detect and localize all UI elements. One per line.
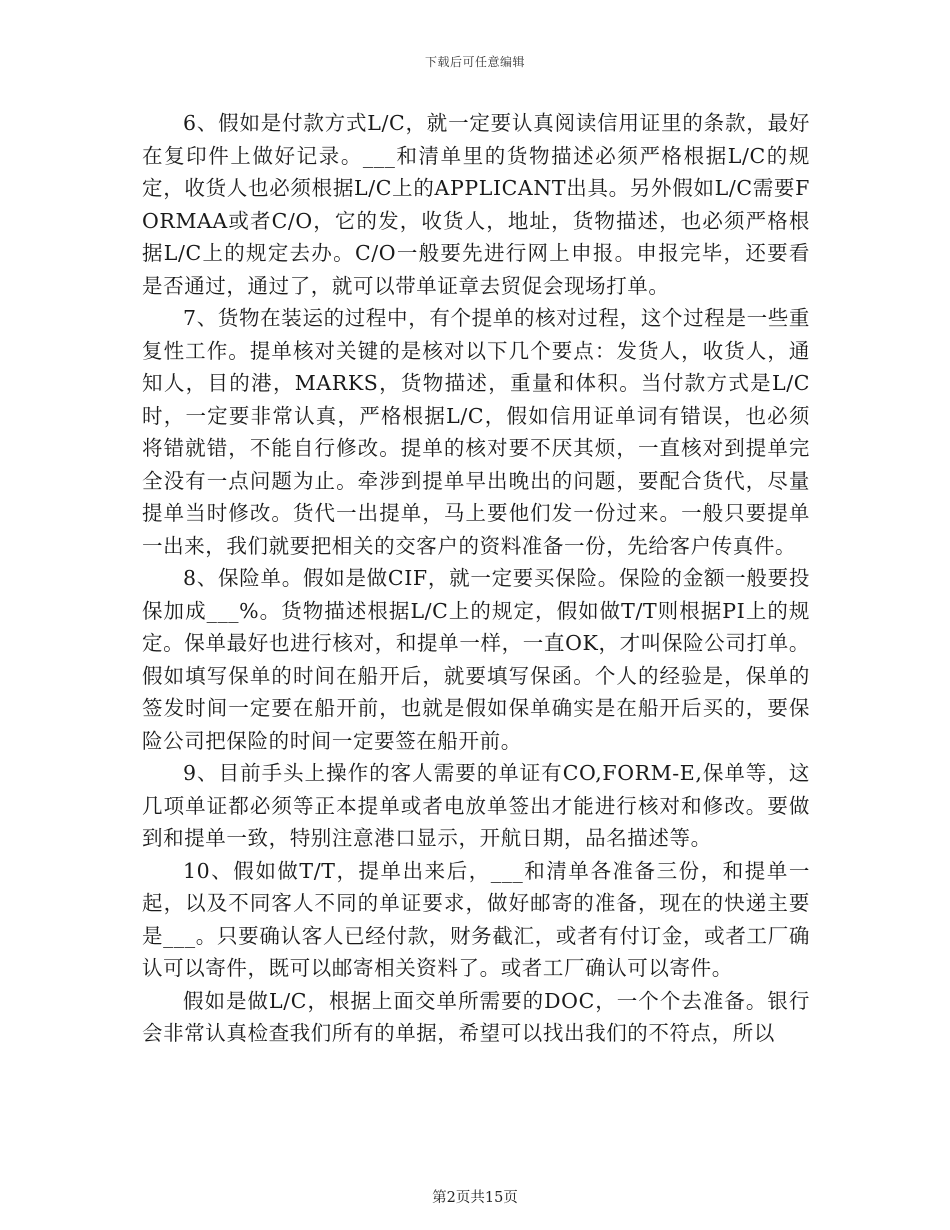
paragraph-10: 10、假如做T/T，提单出来后，___和清单各准备三份，和提单一起，以及不同客人不同的单证要求，做好邮寄的准备，现在的快递主要是___。只要确认客人已经付款，财务截汇，或者有付订金，或者工厂确认可以寄件，既可以邮寄相关资料了。或者工厂确认可以寄件。	[142, 858, 810, 980]
page-number-footer: 第2页共15页	[432, 1190, 518, 1206]
paragraph-lc: 假如是做L/C，根据上面交单所需要的DOC，一个个去准备。银行会非常认真检查我们所有的单据，希望可以找出我们的不符点，所以	[142, 988, 810, 1045]
header-note: 下载后可任意编辑	[424, 55, 525, 69]
paragraph-9: 9、目前手头上操作的客人需要的单证有CO,FORM-E,保单等，这几项单证都必须等正本提单或者电放单签出才能进行核对和修改。要做到和提单一致，特别注意港口显示，开航日期，品名描述等。	[142, 761, 810, 850]
document-body	[142, 107, 810, 1050]
paragraph-7: 7、货物在装运的过程中，有个提单的核对过程，这个过程是一些重复性工作。提单核对关键的是核对以下几个要点：发货人，收货人，通知人，目的港，MARKS，货物描述，重量和体积。当付款方式是L/C时，一定要非常认真，严格根据L/C，假如信用证单词有错误，也必须将错就错，不能自行修改。提单的核对要不厌其烦，一直核对到提单完全没有一点问题为止。牵涉到提单早出晚出的问题，要配合货代，尽量提单当时修改。货代一出提单，马上要他们发一份过来。一般只要提单一出来，我们就要把相关的交客户的资料准备一份，先给客户传真件。	[142, 306, 810, 558]
paragraph-8: 8、保险单。假如是做CIF，就一定要买保险。保险的金额一般要投保加成___%。货物描述根据L/C上的规定，假如做T/T则根据PI上的规定。保单最好也进行核对，和提单一样，一直OK，才叫保险公司打单。假如填写保单的时间在船开后，就要填写保函。个人的经验是，保单的签发时间一定要在船开前，也就是假如保单确实是在船开后买的，要保险公司把保险的时间一定要签在船开前。	[142, 566, 810, 753]
paragraph-6: 6、假如是付款方式L/C，就一定要认真阅读信用证里的条款，最好在复印件上做好记录。___和清单里的货物描述必须严格根据L/C的规定，收货人也必须根据L/C上的APPLICANT出具。另外假如L/C需要FORMAA或者C/O，它的发，收货人，地址，货物描述，也必须严格根据L/C上的规定去办。C/O一般要先进行网上申报。申报完毕，还要看是否通过，通过了，就可以带单证章去贸促会现场打单。	[142, 111, 810, 298]
